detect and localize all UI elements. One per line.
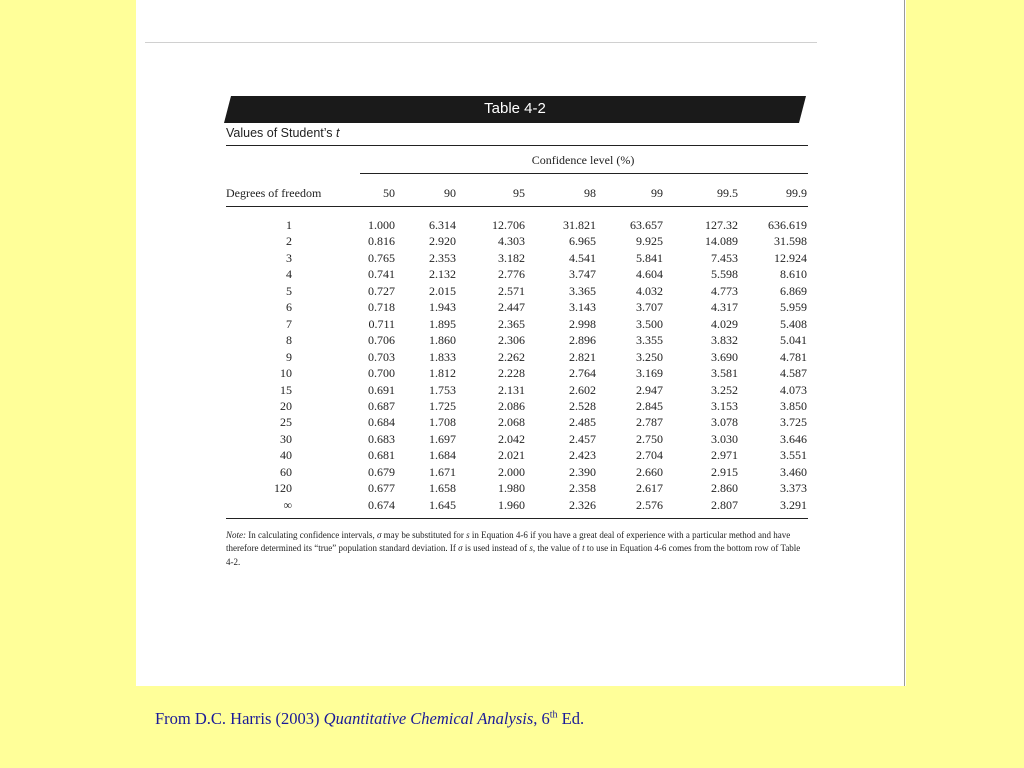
t-value-cell: 2.860: [711, 481, 738, 496]
degrees-of-freedom-header: Degrees of freedom: [226, 186, 322, 200]
t-value-cell: 3.078: [711, 415, 738, 430]
t-value-cell: 2.358: [569, 481, 596, 496]
note-text-3: in Equation 4-6 if you have a great deal of experience with a particular method and have therefore determined its “true” population standard deviation. If: [226, 530, 791, 554]
t-value-cell: 2.042: [498, 431, 525, 446]
t-value-cell: 3.690: [711, 349, 738, 364]
credit-book-title: Quantitative Chemical Analysis: [323, 709, 534, 728]
column-header: 50: [383, 186, 395, 200]
degrees-of-freedom-cell: 20: [280, 398, 292, 413]
t-value-cell: 4.032: [636, 283, 663, 298]
t-value-cell: 2.660: [636, 464, 663, 479]
bottom-rule: [226, 518, 808, 519]
t-value-cell: 1.980: [498, 481, 525, 496]
t-value-cell: 0.687: [368, 398, 395, 413]
subtitle-t-variable: t: [336, 126, 340, 140]
t-value-cell: 0.691: [368, 382, 395, 397]
t-value-cell: 1.697: [429, 431, 456, 446]
t-value-cell: 4.773: [711, 283, 738, 298]
degrees-of-freedom-cell: 9: [286, 349, 292, 364]
t-value-cell: 3.725: [780, 415, 807, 430]
t-value-cell: 4.073: [780, 382, 807, 397]
credit-separator: , 6: [533, 709, 550, 728]
note-t-variable: t: [582, 543, 585, 554]
confidence-rule: [360, 173, 808, 174]
t-value-cell: 0.677: [368, 481, 395, 496]
t-value-cell: 3.169: [636, 366, 663, 381]
t-value-cell: 4.604: [636, 267, 663, 282]
t-value-cell: 2.326: [569, 497, 596, 512]
t-value-cell: 2.807: [711, 497, 738, 512]
t-value-cell: 2.068: [498, 415, 525, 430]
t-value-cell: 2.571: [498, 283, 525, 298]
degrees-of-freedom-cell: 3: [286, 250, 292, 265]
t-value-cell: 1.960: [498, 497, 525, 512]
t-value-cell: 1.684: [429, 448, 456, 463]
t-value-cell: 1.000: [368, 218, 395, 232]
t-value-cell: 0.674: [368, 497, 395, 512]
degrees-of-freedom-cell: 15: [280, 382, 292, 397]
t-value-cell: 3.500: [636, 316, 663, 331]
column-header: 90: [444, 186, 456, 200]
t-value-cell: 2.457: [569, 431, 596, 446]
t-value-cell: 4.303: [498, 234, 525, 249]
t-value-cell: 2.764: [569, 366, 596, 381]
t-value-cell: 0.684: [368, 415, 395, 430]
degrees-of-freedom-cell: 1: [286, 218, 292, 232]
t-value-cell: 3.153: [711, 398, 738, 413]
t-value-cell: 2.821: [569, 349, 596, 364]
t-value-cell: 3.850: [780, 398, 807, 413]
t-value-cell: 3.747: [569, 267, 596, 282]
t-value-cell: 12.924: [774, 250, 807, 265]
t-value-cell: 6.314: [429, 218, 456, 232]
note-s-2: s: [529, 543, 533, 554]
t-value-cell: 8.610: [780, 267, 807, 282]
table-title: Table 4-2: [484, 100, 546, 117]
t-value-cell: 3.581: [711, 366, 738, 381]
t-value-cell: 2.750: [636, 431, 663, 446]
t-value-cell: 6.869: [780, 283, 807, 298]
column-header: 98: [584, 186, 596, 200]
degrees-of-freedom-cell: 7: [286, 316, 292, 331]
note-text-6: to use in Equation 4-6 comes from the bottom row of Table 4-2.: [226, 543, 801, 567]
t-value-cell: 1.725: [429, 398, 456, 413]
t-value-cell: 5.408: [780, 316, 807, 331]
t-value-cell: 0.681: [368, 448, 395, 463]
t-value-cell: 2.971: [711, 448, 738, 463]
t-value-cell: 3.832: [711, 333, 738, 348]
table-note: [226, 529, 810, 569]
t-value-cell: 5.841: [636, 250, 663, 265]
scan-top-line: [145, 42, 817, 43]
t-value-cell: 636.619: [768, 218, 807, 232]
t-value-cell: 2.365: [498, 316, 525, 331]
t-value-cell: 3.365: [569, 283, 596, 298]
t-value-cell: 2.131: [498, 382, 525, 397]
note-label: Note:: [226, 530, 246, 540]
t-value-cell: 127.32: [705, 218, 738, 232]
header-rule: [226, 206, 808, 207]
t-value-cell: 1.812: [429, 366, 456, 381]
degrees-of-freedom-cell: 2: [286, 234, 292, 249]
t-value-cell: 4.587: [780, 366, 807, 381]
credit-suffix: Ed.: [557, 709, 585, 728]
scan-right-edge: [904, 0, 905, 686]
degrees-of-freedom-cell: 4: [286, 267, 292, 282]
t-value-cell: 4.317: [711, 300, 738, 315]
column-header: 99.5: [717, 186, 738, 200]
t-value-cell: 3.707: [636, 300, 663, 315]
t-value-cell: 2.776: [498, 267, 525, 282]
degrees-of-freedom-cell: 120: [274, 481, 292, 496]
table-subtitle: [226, 126, 340, 140]
note-sigma-1: σ: [376, 530, 382, 540]
t-value-cell: 2.000: [498, 464, 525, 479]
t-value-cell: 3.460: [780, 464, 807, 479]
t-value-cell: 0.683: [368, 431, 395, 446]
credit-prefix: From D.C. Harris (2003): [155, 709, 324, 728]
degrees-of-freedom-cell: 40: [280, 448, 292, 463]
t-value-cell: 2.086: [498, 398, 525, 413]
t-value-cell: 3.250: [636, 349, 663, 364]
t-value-cell: 0.711: [368, 316, 395, 331]
t-value-cell: 4.541: [569, 250, 596, 265]
t-value-cell: 5.959: [780, 300, 807, 315]
t-value-cell: 1.833: [429, 349, 456, 364]
confidence-level-label: Confidence level (%): [531, 153, 635, 167]
t-value-cell: 9.925: [636, 234, 663, 249]
t-value-cell: 2.896: [569, 333, 596, 348]
t-value-cell: 1.860: [429, 333, 456, 348]
t-value-cell: 0.727: [368, 283, 395, 298]
t-value-cell: 2.602: [569, 382, 596, 397]
t-value-cell: 3.252: [711, 382, 738, 397]
t-value-cell: 1.943: [429, 300, 456, 315]
t-value-cell: 2.353: [429, 250, 456, 265]
degrees-of-freedom-cell: 25: [280, 415, 292, 430]
note-s-1: s: [466, 530, 470, 540]
t-value-cell: 2.915: [711, 464, 738, 479]
degrees-of-freedom-cell: 60: [280, 464, 292, 479]
t-value-cell: 3.373: [780, 481, 807, 496]
t-value-cell: 5.598: [711, 267, 738, 282]
t-value-cell: 1.708: [429, 415, 456, 430]
degrees-of-freedom-cell: ∞: [283, 497, 292, 512]
degrees-of-freedom-cell: 30: [280, 431, 292, 446]
degrees-of-freedom-cell: 5: [286, 283, 292, 298]
t-value-cell: 0.679: [368, 464, 395, 479]
t-value-cell: 3.182: [498, 250, 525, 265]
t-value-cell: 2.617: [636, 481, 663, 496]
t-value-cell: 7.453: [711, 250, 738, 265]
t-value-cell: 31.598: [774, 234, 807, 249]
t-value-cell: 2.787: [636, 415, 663, 430]
column-header: 95: [513, 186, 525, 200]
t-value-cell: 3.355: [636, 333, 663, 348]
t-value-cell: 2.423: [569, 448, 596, 463]
credit-superscript: th: [549, 709, 558, 721]
t-value-cell: 0.816: [368, 234, 395, 249]
degrees-of-freedom-cell: 10: [280, 366, 292, 381]
t-value-cell: 2.228: [498, 366, 525, 381]
t-value-cell: 3.646: [780, 431, 807, 446]
note-text-5: , the value of: [532, 543, 583, 554]
t-value-cell: 2.845: [636, 398, 663, 413]
t-value-cell: 0.765: [368, 250, 395, 265]
t-value-cell: 2.015: [429, 283, 456, 298]
t-value-cell: 1.895: [429, 316, 456, 331]
t-value-cell: 2.704: [636, 448, 663, 463]
t-value-cell: 0.718: [368, 300, 395, 315]
t-value-cell: 1.753: [429, 382, 456, 397]
t-value-cell: 3.551: [780, 448, 807, 463]
note-text-2: may be substituted for: [381, 530, 467, 540]
source-credit: [155, 709, 584, 729]
note-sigma-2: σ: [458, 543, 463, 554]
t-value-cell: 3.291: [780, 497, 807, 512]
t-value-cell: 63.657: [630, 218, 663, 232]
note-text-1: In calculating confidence intervals,: [246, 530, 377, 540]
t-value-cell: 2.998: [569, 316, 596, 331]
t-value-cell: 12.706: [492, 218, 525, 232]
t-value-cell: 0.741: [368, 267, 395, 282]
t-value-cell: 2.576: [636, 497, 663, 512]
t-value-cell: 3.030: [711, 431, 738, 446]
subtitle-text: Values of Student’s: [226, 126, 333, 140]
t-value-cell: 1.645: [429, 497, 456, 512]
t-value-cell: 1.658: [429, 481, 456, 496]
t-value-cell: 2.021: [498, 448, 525, 463]
t-value-cell: 2.447: [498, 300, 525, 315]
t-value-cell: 4.029: [711, 316, 738, 331]
t-value-cell: 2.306: [498, 333, 525, 348]
t-value-cell: 2.262: [498, 349, 525, 364]
t-value-cell: 2.132: [429, 267, 456, 282]
t-value-cell: 1.671: [429, 464, 456, 479]
degrees-of-freedom-cell: 6: [286, 300, 292, 315]
t-value-cell: 5.041: [780, 333, 807, 348]
t-value-cell: 0.703: [368, 349, 395, 364]
t-value-cell: 6.965: [569, 234, 596, 249]
note-text-4: is used instead of: [462, 543, 530, 554]
t-value-cell: 0.700: [368, 366, 395, 381]
column-header: 99.9: [786, 186, 807, 200]
t-value-cell: 14.089: [705, 234, 738, 249]
t-value-cell: 2.485: [569, 415, 596, 430]
degrees-of-freedom-cell: 8: [286, 333, 292, 348]
t-value-cell: 3.143: [569, 300, 596, 315]
t-value-cell: 4.781: [780, 349, 807, 364]
t-value-cell: 31.821: [563, 218, 596, 232]
top-rule: [226, 145, 808, 146]
t-value-cell: 2.947: [636, 382, 663, 397]
t-value-cell: 2.920: [429, 234, 456, 249]
t-value-cell: 2.528: [569, 398, 596, 413]
column-header: 99: [651, 186, 663, 200]
t-value-cell: 2.390: [569, 464, 596, 479]
t-value-cell: 0.706: [368, 333, 395, 348]
